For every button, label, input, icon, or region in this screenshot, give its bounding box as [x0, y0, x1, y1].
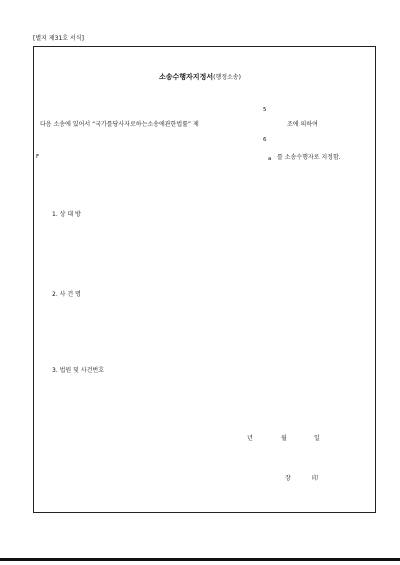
- form-title: [0, 74, 400, 81]
- superscript-bottom: 6: [263, 137, 267, 143]
- form-frame: [33, 46, 376, 513]
- form-title-main: 소송수행자지정서: [159, 73, 214, 81]
- superscript-top: 5: [263, 107, 267, 113]
- seal-mark: 印: [312, 475, 319, 482]
- body-line1-suffix: 조에 의하여: [287, 121, 318, 128]
- section-opponent: 1. 상 대 방: [52, 211, 81, 218]
- section-court-case-number: 3. 법원 및 사건번호: [52, 367, 105, 374]
- body-line1: 다음 소송에 있어서 “국가를당사자로하는소송에관한법률” 제: [40, 121, 199, 128]
- line2-mark: a: [268, 156, 272, 162]
- date-day: 일: [314, 435, 320, 442]
- form-title-sub: (행정소송): [213, 74, 241, 81]
- date-month: 월: [281, 435, 287, 442]
- line2-left-mark: F: [36, 154, 40, 160]
- body-line2: 를 소송수행자로 지정함.: [277, 154, 341, 161]
- bottom-divider: [0, 558, 400, 561]
- section-case-name: 2. 사 건 명: [52, 291, 81, 298]
- form-number-label: [별지 제31호 서식]: [33, 35, 84, 42]
- date-year: 년: [247, 435, 253, 442]
- signature-title: 장: [285, 475, 291, 482]
